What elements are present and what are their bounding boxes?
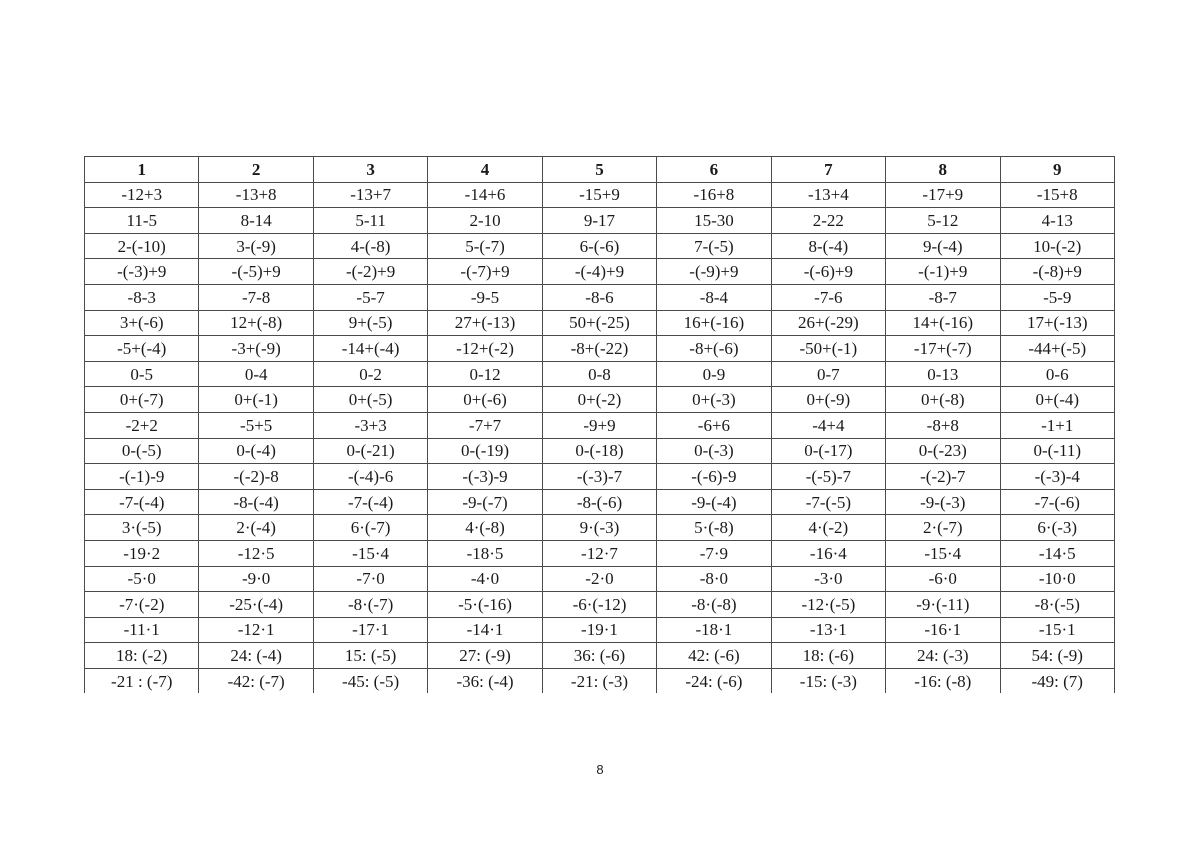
exercise-cell: -19·1 bbox=[542, 617, 656, 643]
page-number: 8 bbox=[596, 762, 604, 777]
exercise-cell: -(-5)+9 bbox=[199, 259, 313, 285]
exercise-cell: 0+(-5) bbox=[313, 387, 427, 413]
exercise-cell: 5-12 bbox=[886, 208, 1000, 234]
exercise-cell: 11-5 bbox=[85, 208, 199, 234]
exercise-cell: -(-1)+9 bbox=[886, 259, 1000, 285]
exercise-cell: -6+6 bbox=[657, 412, 771, 438]
exercise-cell: -13+4 bbox=[771, 182, 885, 208]
exercise-cell: -(-3)-9 bbox=[428, 464, 542, 490]
exercise-cell: -12·1 bbox=[199, 617, 313, 643]
exercise-cell: 3-(-9) bbox=[199, 233, 313, 259]
exercise-cell: -13+7 bbox=[313, 182, 427, 208]
exercise-cell: -7-(-4) bbox=[85, 489, 199, 515]
exercise-cell: 0-5 bbox=[85, 361, 199, 387]
table-row bbox=[85, 182, 1115, 208]
column-header: 2 bbox=[199, 157, 313, 183]
table-row bbox=[85, 540, 1115, 566]
exercise-cell: 27: (-9) bbox=[428, 643, 542, 669]
exercise-cell: 6-(-6) bbox=[542, 233, 656, 259]
exercise-cell: 0-(-19) bbox=[428, 438, 542, 464]
table-row bbox=[85, 361, 1115, 387]
exercise-cell: -(-7)+9 bbox=[428, 259, 542, 285]
exercise-cell: -13+8 bbox=[199, 182, 313, 208]
exercise-cell: -8-7 bbox=[886, 284, 1000, 310]
exercise-cell: 7-(-5) bbox=[657, 233, 771, 259]
exercise-cell: -7·0 bbox=[313, 566, 427, 592]
exercise-cell: 9-17 bbox=[542, 208, 656, 234]
exercise-cell: 0+(-7) bbox=[85, 387, 199, 413]
exercise-cell: 0-(-5) bbox=[85, 438, 199, 464]
exercise-cell: -15: (-3) bbox=[771, 668, 885, 693]
exercise-cell: -(-3)-7 bbox=[542, 464, 656, 490]
exercise-cell: 24: (-3) bbox=[886, 643, 1000, 669]
exercise-cell: 4-(-8) bbox=[313, 233, 427, 259]
exercise-cell: -(-5)-7 bbox=[771, 464, 885, 490]
exercise-cell: -8·(-5) bbox=[1000, 592, 1115, 618]
exercise-cell: -21 : (-7) bbox=[85, 668, 199, 693]
exercise-cell: -7-(-4) bbox=[313, 489, 427, 515]
exercise-cell: -42: (-7) bbox=[199, 668, 313, 693]
exercise-cell: -2+2 bbox=[85, 412, 199, 438]
exercise-cell: 0+(-1) bbox=[199, 387, 313, 413]
exercise-cell: -9-(-3) bbox=[886, 489, 1000, 515]
exercise-cell: 0-(-11) bbox=[1000, 438, 1115, 464]
exercise-cell: 0+(-2) bbox=[542, 387, 656, 413]
exercise-cell: -8·(-7) bbox=[313, 592, 427, 618]
exercise-cell: -14·5 bbox=[1000, 540, 1115, 566]
exercise-cell: 0+(-4) bbox=[1000, 387, 1115, 413]
exercise-cell: -(-3)+9 bbox=[85, 259, 199, 285]
exercise-cell: -16+8 bbox=[657, 182, 771, 208]
exercise-cell: -(-1)-9 bbox=[85, 464, 199, 490]
exercise-cell: 42: (-6) bbox=[657, 643, 771, 669]
exercise-cell: -8·0 bbox=[657, 566, 771, 592]
exercise-cell: -13·1 bbox=[771, 617, 885, 643]
table-row bbox=[85, 336, 1115, 362]
exercise-cell: -8-3 bbox=[85, 284, 199, 310]
exercise-cell: 0-4 bbox=[199, 361, 313, 387]
exercise-table-container bbox=[84, 156, 1115, 693]
exercise-cell: -9·(-11) bbox=[886, 592, 1000, 618]
exercise-cell: -8-(-6) bbox=[542, 489, 656, 515]
exercise-cell: -45: (-5) bbox=[313, 668, 427, 693]
exercise-cell: -9-5 bbox=[428, 284, 542, 310]
exercise-cell: -12·(-5) bbox=[771, 592, 885, 618]
column-header: 4 bbox=[428, 157, 542, 183]
exercise-cell: -7-(-5) bbox=[771, 489, 885, 515]
exercise-cell: 17+(-13) bbox=[1000, 310, 1115, 336]
exercise-cell: 5-(-7) bbox=[428, 233, 542, 259]
exercise-cell: -6·(-12) bbox=[542, 592, 656, 618]
exercise-cell: -12·7 bbox=[542, 540, 656, 566]
exercise-cell: 24: (-4) bbox=[199, 643, 313, 669]
exercise-cell: -14+(-4) bbox=[313, 336, 427, 362]
exercise-cell: -7·9 bbox=[657, 540, 771, 566]
exercise-cell: 0-6 bbox=[1000, 361, 1115, 387]
exercise-cell: 9+(-5) bbox=[313, 310, 427, 336]
exercise-cell: 15: (-5) bbox=[313, 643, 427, 669]
exercise-cell: -17+9 bbox=[886, 182, 1000, 208]
column-header: 1 bbox=[85, 157, 199, 183]
exercise-cell: -9·0 bbox=[199, 566, 313, 592]
exercise-cell: 36: (-6) bbox=[542, 643, 656, 669]
exercise-cell: 9-(-4) bbox=[886, 233, 1000, 259]
exercise-cell: -8+(-6) bbox=[657, 336, 771, 362]
exercise-cell: 2·(-7) bbox=[886, 515, 1000, 541]
exercise-cell: 0+(-6) bbox=[428, 387, 542, 413]
exercise-cell: 0-(-21) bbox=[313, 438, 427, 464]
exercise-cell: -8-6 bbox=[542, 284, 656, 310]
exercise-cell: -1+1 bbox=[1000, 412, 1115, 438]
exercise-cell: -16·1 bbox=[886, 617, 1000, 643]
exercise-cell: 9·(-3) bbox=[542, 515, 656, 541]
exercise-cell: 0-2 bbox=[313, 361, 427, 387]
exercise-cell: -8·(-8) bbox=[657, 592, 771, 618]
exercise-cell: -21: (-3) bbox=[542, 668, 656, 693]
exercise-cell: -7·(-2) bbox=[85, 592, 199, 618]
column-header: 7 bbox=[771, 157, 885, 183]
exercise-cell: -(-4)-6 bbox=[313, 464, 427, 490]
exercise-cell: -50+(-1) bbox=[771, 336, 885, 362]
table-row bbox=[85, 208, 1115, 234]
exercise-cell: -12+3 bbox=[85, 182, 199, 208]
exercise-cell: -36: (-4) bbox=[428, 668, 542, 693]
exercise-cell: -9-(-7) bbox=[428, 489, 542, 515]
exercise-cell: -8-4 bbox=[657, 284, 771, 310]
exercise-cell: 8-14 bbox=[199, 208, 313, 234]
exercise-cell: -(-6)-9 bbox=[657, 464, 771, 490]
column-header: 3 bbox=[313, 157, 427, 183]
exercise-cell: -7+7 bbox=[428, 412, 542, 438]
exercise-cell: -18·1 bbox=[657, 617, 771, 643]
exercise-cell: 5·(-8) bbox=[657, 515, 771, 541]
exercise-cell: -17+(-7) bbox=[886, 336, 1000, 362]
exercise-cell: 0-(-18) bbox=[542, 438, 656, 464]
exercise-cell: -(-3)-4 bbox=[1000, 464, 1115, 490]
exercise-cell: 0-13 bbox=[886, 361, 1000, 387]
exercise-cell: 0+(-8) bbox=[886, 387, 1000, 413]
exercise-cell: -7-(-6) bbox=[1000, 489, 1115, 515]
exercise-table-body bbox=[85, 182, 1115, 693]
exercise-cell: -11·1 bbox=[85, 617, 199, 643]
exercise-cell: 4·(-2) bbox=[771, 515, 885, 541]
table-row bbox=[85, 643, 1115, 669]
exercise-cell: 4·(-8) bbox=[428, 515, 542, 541]
exercise-cell: -24: (-6) bbox=[657, 668, 771, 693]
exercise-cell: -9+9 bbox=[542, 412, 656, 438]
exercise-cell: 54: (-9) bbox=[1000, 643, 1115, 669]
table-row bbox=[85, 438, 1115, 464]
exercise-cell: -3·0 bbox=[771, 566, 885, 592]
exercise-cell: -3+(-9) bbox=[199, 336, 313, 362]
table-row bbox=[85, 233, 1115, 259]
exercise-cell: -(-6)+9 bbox=[771, 259, 885, 285]
exercise-cell: 12+(-8) bbox=[199, 310, 313, 336]
column-header: 5 bbox=[542, 157, 656, 183]
exercise-cell: -5-9 bbox=[1000, 284, 1115, 310]
exercise-cell: 6·(-3) bbox=[1000, 515, 1115, 541]
column-header: 8 bbox=[886, 157, 1000, 183]
exercise-cell: -19·2 bbox=[85, 540, 199, 566]
table-row bbox=[85, 412, 1115, 438]
table-row bbox=[85, 284, 1115, 310]
exercise-cell: -(-9)+9 bbox=[657, 259, 771, 285]
exercise-cell: 26+(-29) bbox=[771, 310, 885, 336]
table-row bbox=[85, 668, 1115, 693]
exercise-cell: 18: (-2) bbox=[85, 643, 199, 669]
exercise-cell: 6·(-7) bbox=[313, 515, 427, 541]
exercise-cell: -10·0 bbox=[1000, 566, 1115, 592]
exercise-cell: -14+6 bbox=[428, 182, 542, 208]
exercise-cell: 0-(-23) bbox=[886, 438, 1000, 464]
exercise-cell: 0-8 bbox=[542, 361, 656, 387]
exercise-cell: 0-(-4) bbox=[199, 438, 313, 464]
exercise-cell: -4+4 bbox=[771, 412, 885, 438]
exercise-cell: -5-7 bbox=[313, 284, 427, 310]
exercise-cell: -5·0 bbox=[85, 566, 199, 592]
exercise-cell: -8+8 bbox=[886, 412, 1000, 438]
exercise-cell: -(-2)-8 bbox=[199, 464, 313, 490]
exercise-cell: -2·0 bbox=[542, 566, 656, 592]
exercise-cell: 0-9 bbox=[657, 361, 771, 387]
exercise-cell: -16: (-8) bbox=[886, 668, 1000, 693]
exercise-cell: 15-30 bbox=[657, 208, 771, 234]
table-row bbox=[85, 489, 1115, 515]
exercise-cell: 0-(-17) bbox=[771, 438, 885, 464]
exercise-cell: 8-(-4) bbox=[771, 233, 885, 259]
exercise-cell: 2·(-4) bbox=[199, 515, 313, 541]
exercise-cell: -17·1 bbox=[313, 617, 427, 643]
exercise-cell: 3·(-5) bbox=[85, 515, 199, 541]
exercise-cell: -5+5 bbox=[199, 412, 313, 438]
exercise-cell: 10-(-2) bbox=[1000, 233, 1115, 259]
table-row bbox=[85, 464, 1115, 490]
exercise-cell: 27+(-13) bbox=[428, 310, 542, 336]
table-row bbox=[85, 310, 1115, 336]
exercise-cell: -3+3 bbox=[313, 412, 427, 438]
exercise-cell: -8-(-4) bbox=[199, 489, 313, 515]
exercise-cell: -8+(-22) bbox=[542, 336, 656, 362]
exercise-cell: 14+(-16) bbox=[886, 310, 1000, 336]
exercise-cell: -25·(-4) bbox=[199, 592, 313, 618]
table-row bbox=[85, 617, 1115, 643]
column-header: 9 bbox=[1000, 157, 1115, 183]
exercise-cell: 16+(-16) bbox=[657, 310, 771, 336]
exercise-cell: -(-4)+9 bbox=[542, 259, 656, 285]
exercise-cell: -15·1 bbox=[1000, 617, 1115, 643]
exercise-cell: -12·5 bbox=[199, 540, 313, 566]
exercise-cell: 2-10 bbox=[428, 208, 542, 234]
exercise-cell: -18·5 bbox=[428, 540, 542, 566]
table-row bbox=[85, 515, 1115, 541]
header-row bbox=[85, 157, 1115, 183]
exercise-cell: -15+9 bbox=[542, 182, 656, 208]
exercise-cell: -(-2)+9 bbox=[313, 259, 427, 285]
exercise-cell: -15+8 bbox=[1000, 182, 1115, 208]
exercise-cell: -(-8)+9 bbox=[1000, 259, 1115, 285]
exercise-cell: -5+(-4) bbox=[85, 336, 199, 362]
exercise-cell: -7-6 bbox=[771, 284, 885, 310]
exercise-cell: -16·4 bbox=[771, 540, 885, 566]
column-header: 6 bbox=[657, 157, 771, 183]
table-row bbox=[85, 387, 1115, 413]
exercise-cell: 0-7 bbox=[771, 361, 885, 387]
exercise-table bbox=[84, 156, 1115, 693]
exercise-cell: 0-(-3) bbox=[657, 438, 771, 464]
exercise-cell: 2-(-10) bbox=[85, 233, 199, 259]
exercise-cell: 3+(-6) bbox=[85, 310, 199, 336]
exercise-cell: -15·4 bbox=[886, 540, 1000, 566]
exercise-cell: -9-(-4) bbox=[657, 489, 771, 515]
exercise-cell: 0+(-9) bbox=[771, 387, 885, 413]
exercise-cell: 0+(-3) bbox=[657, 387, 771, 413]
exercise-cell: 50+(-25) bbox=[542, 310, 656, 336]
exercise-cell: 4-13 bbox=[1000, 208, 1115, 234]
exercise-cell: -4·0 bbox=[428, 566, 542, 592]
exercise-cell: 18: (-6) bbox=[771, 643, 885, 669]
exercise-cell: -14·1 bbox=[428, 617, 542, 643]
exercise-cell: -12+(-2) bbox=[428, 336, 542, 362]
table-row bbox=[85, 592, 1115, 618]
exercise-cell: 5-11 bbox=[313, 208, 427, 234]
exercise-cell: -49: (7) bbox=[1000, 668, 1115, 693]
exercise-cell: -5·(-16) bbox=[428, 592, 542, 618]
exercise-cell: 0-12 bbox=[428, 361, 542, 387]
exercise-cell: 2-22 bbox=[771, 208, 885, 234]
exercise-cell: -7-8 bbox=[199, 284, 313, 310]
exercise-cell: -(-2)-7 bbox=[886, 464, 1000, 490]
exercise-cell: -6·0 bbox=[886, 566, 1000, 592]
table-row bbox=[85, 259, 1115, 285]
exercise-cell: -15·4 bbox=[313, 540, 427, 566]
table-row bbox=[85, 566, 1115, 592]
exercise-cell: -44+(-5) bbox=[1000, 336, 1115, 362]
